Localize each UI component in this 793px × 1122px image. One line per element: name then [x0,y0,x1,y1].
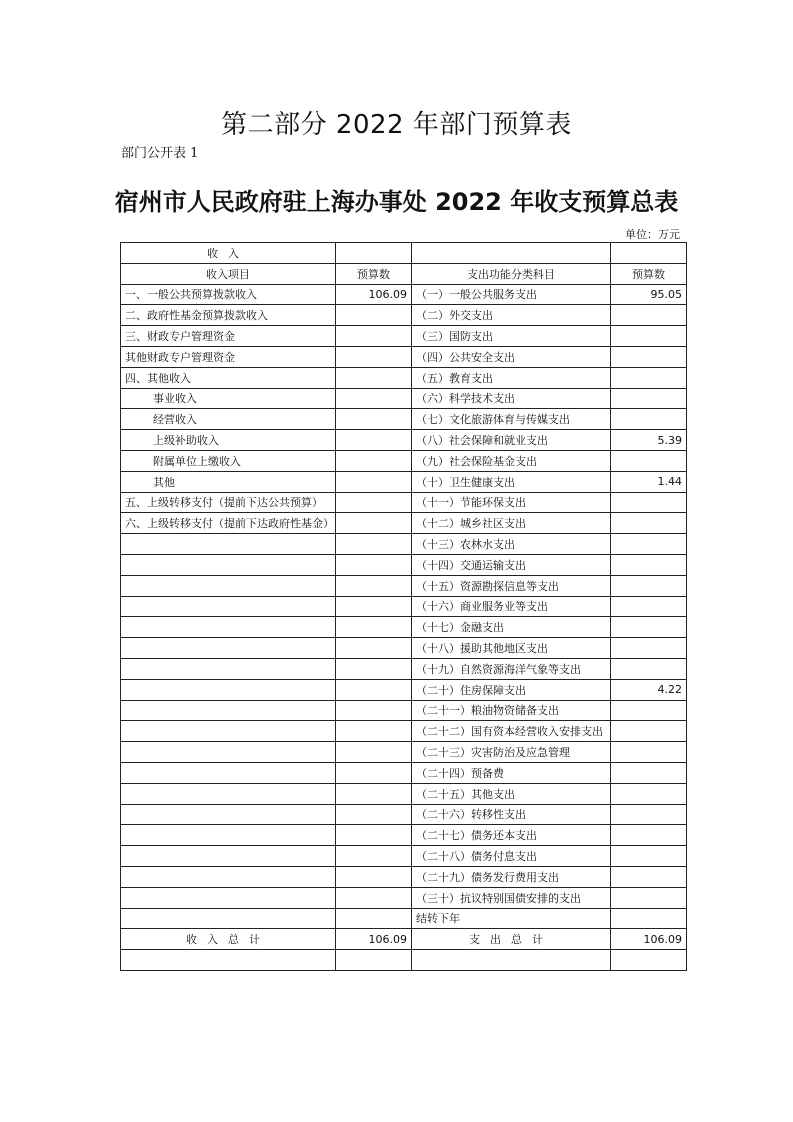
empty-cell [412,243,611,264]
income-item-cell [121,575,336,596]
expense-item-cell: （二十五）其他支出 [412,783,611,804]
expense-item-cell: （十四）交通运输支出 [412,554,611,575]
expense-value-cell [611,762,687,783]
expense-value-cell [611,866,687,887]
table-row [121,908,687,929]
income-value-cell [336,887,412,908]
income-item-cell [121,658,336,679]
expense-item-cell: （二十三）灾害防治及应急管理 [412,742,611,763]
expense-value-cell [611,305,687,326]
empty-cell [336,950,412,971]
table-number: 部门公开表 1 [121,146,199,161]
income-value-cell [336,430,412,451]
expense-item-cell: （十八）援助其他地区支出 [412,638,611,659]
income-value-cell [336,513,412,534]
budget-table [120,242,687,971]
income-value-cell [336,700,412,721]
income-item-cell [121,825,336,846]
column-header-row [121,263,687,284]
expense-item-cell: （二十七）债务还本支出 [412,825,611,846]
expense-item-cell: （二十二）国有资本经营收入安排支出 [412,721,611,742]
expense-value-cell: 1.44 [611,471,687,492]
income-value-cell [336,471,412,492]
table-row [121,866,687,887]
unit-label: 单位：万元 [625,228,680,241]
expense-value-cell [611,658,687,679]
table-row [121,679,687,700]
income-value-cell [336,326,412,347]
table-row [121,721,687,742]
expense-value-cell [611,721,687,742]
expense-value-cell [611,388,687,409]
expense-value-cell [611,326,687,347]
table-row [121,346,687,367]
income-value-cell [336,492,412,513]
table-row [121,762,687,783]
table-row [121,596,687,617]
income-value-cell [336,804,412,825]
income-value-cell [336,638,412,659]
income-item-cell [121,866,336,887]
income-value-cell [336,908,412,929]
income-value-cell [336,305,412,326]
income-group-header: 收入 [121,243,336,264]
income-item-cell: 四、其他收入 [121,367,336,388]
expense-item-cell: 结转下年 [412,908,611,929]
income-item-cell: 其他财政专户管理资金 [121,346,336,367]
income-value-cell [336,534,412,555]
income-budget-header: 预算数 [336,263,412,284]
income-item-cell: 三、财政专户管理资金 [121,326,336,347]
expense-value-cell: 5.39 [611,430,687,451]
income-item-cell: 五、上级转移支付（提前下达公共预算） [121,492,336,513]
income-value-cell [336,679,412,700]
income-item-cell [121,762,336,783]
table-row [121,534,687,555]
income-item-cell: 一、一般公共预算拨款收入 [121,284,336,305]
part-title: 第二部分 2022 年部门预算表 [221,110,572,140]
income-total-value: 106.09 [336,929,412,950]
income-item-cell: 上级补助收入 [121,430,336,451]
empty-cell [336,243,412,264]
table-row [121,513,687,534]
expense-value-cell [611,783,687,804]
expense-value-cell [611,638,687,659]
income-value-cell [336,367,412,388]
income-item-cell: 二、政府性基金预算拨款收入 [121,305,336,326]
expense-value-cell [611,450,687,471]
income-value-cell [336,617,412,638]
expense-item-cell: （六）科学技术支出 [412,388,611,409]
income-item-cell [121,638,336,659]
table-row [121,305,687,326]
income-total-label: 收入总计 [121,929,336,950]
expense-value-cell [611,596,687,617]
income-item-cell [121,700,336,721]
expense-item-cell: （七）文化旅游体育与传媒支出 [412,409,611,430]
expense-item-cell: （一）一般公共服务支出 [412,284,611,305]
income-value-cell [336,742,412,763]
expense-item-cell: （二）外交支出 [412,305,611,326]
income-value-cell [336,762,412,783]
income-item-cell [121,721,336,742]
expense-item-cell: （三）国防支出 [412,326,611,347]
income-item-cell [121,783,336,804]
expense-item-cell: （四）公共安全支出 [412,346,611,367]
table-row [121,617,687,638]
expense-item-cell: （八）社会保障和就业支出 [412,430,611,451]
income-value-cell [336,825,412,846]
expense-item-cell: （十二）城乡社区支出 [412,513,611,534]
table-row [121,284,687,305]
expense-item-cell: （十七）金融支出 [412,617,611,638]
income-item-cell [121,596,336,617]
empty-cell [121,950,336,971]
table-row [121,658,687,679]
income-value-cell [336,388,412,409]
table-row [121,450,687,471]
income-item-cell [121,617,336,638]
table-row [121,575,687,596]
expense-item-cell: （十）卫生健康支出 [412,471,611,492]
expense-item-cell: （三十）抗议特别国债安排的支出 [412,887,611,908]
expense-value-cell [611,617,687,638]
table-row [121,846,687,867]
income-value-cell [336,450,412,471]
expense-item-cell: （二十九）债务发行费用支出 [412,866,611,887]
expense-item-cell: （十九）自然资源海洋气象等支出 [412,658,611,679]
expense-value-cell [611,825,687,846]
group-header-row [121,243,687,264]
table-row [121,471,687,492]
income-item-cell [121,887,336,908]
table-row [121,367,687,388]
income-value-cell [336,346,412,367]
income-value-cell [336,658,412,679]
expense-item-cell: （十六）商业服务业等支出 [412,596,611,617]
expense-value-cell: 95.05 [611,284,687,305]
expense-value-cell [611,742,687,763]
income-value-cell [336,596,412,617]
income-item-cell: 事业收入 [121,388,336,409]
expense-value-cell [611,575,687,596]
empty-cell [611,950,687,971]
income-value-cell [336,721,412,742]
expense-item-cell: （十三）农林水支出 [412,534,611,555]
income-value-cell [336,783,412,804]
expense-value-cell [611,554,687,575]
expense-value-cell [611,492,687,513]
table-row [121,492,687,513]
income-value-cell [336,575,412,596]
income-item-cell: 六、上级转移支付（提前下达政府性基金） [121,513,336,534]
table-row [121,887,687,908]
expense-budget-header: 预算数 [611,263,687,284]
income-value-cell [336,846,412,867]
expense-value-cell [611,804,687,825]
income-item-header: 收入项目 [121,263,336,284]
expense-value-cell [611,367,687,388]
expense-total-value: 106.09 [611,929,687,950]
table-row [121,638,687,659]
income-item-cell [121,742,336,763]
expense-value-cell [611,887,687,908]
expense-value-cell [611,534,687,555]
expense-item-cell: （十一）节能环保支出 [412,492,611,513]
table-row [121,825,687,846]
income-item-cell: 其他 [121,471,336,492]
income-item-cell [121,534,336,555]
expense-value-cell [611,700,687,721]
expense-value-cell [611,409,687,430]
table-row [121,554,687,575]
expense-total-label: 支出总计 [412,929,611,950]
income-value-cell [336,409,412,430]
table-row [121,783,687,804]
table-row [121,388,687,409]
expense-item-cell: （二十八）债务付息支出 [412,846,611,867]
expense-item-cell: （二十）住房保障支出 [412,679,611,700]
income-value-cell [336,866,412,887]
income-item-cell: 附属单位上缴收入 [121,450,336,471]
income-item-cell [121,554,336,575]
expense-item-cell: （五）教育支出 [412,367,611,388]
table-row [121,700,687,721]
page-title: 宿州市人民政府驻上海办事处 2022 年收支预算总表 [114,188,679,216]
table-row [121,430,687,451]
income-item-cell [121,908,336,929]
expense-item-cell: （十五）资源勘探信息等支出 [412,575,611,596]
empty-cell [611,243,687,264]
empty-cell [412,950,611,971]
expense-value-cell [611,846,687,867]
expense-item-cell: （二十一）粮油物资储备支出 [412,700,611,721]
table-row [121,409,687,430]
income-item-cell [121,679,336,700]
expense-item-header: 支出功能分类科目 [412,263,611,284]
expense-item-cell: （二十四）预备费 [412,762,611,783]
totals-row [121,929,687,950]
table-row [121,804,687,825]
table-row [121,326,687,347]
income-value-cell [336,554,412,575]
income-value-cell: 106.09 [336,284,412,305]
expense-item-cell: （二十六）转移性支出 [412,804,611,825]
expense-value-cell: 4.22 [611,679,687,700]
table-row [121,742,687,763]
empty-row [121,950,687,971]
expense-item-cell: （九）社会保险基金支出 [412,450,611,471]
expense-value-cell [611,908,687,929]
income-item-cell [121,804,336,825]
income-item-cell [121,846,336,867]
income-item-cell: 经营收入 [121,409,336,430]
expense-value-cell [611,513,687,534]
expense-value-cell [611,346,687,367]
